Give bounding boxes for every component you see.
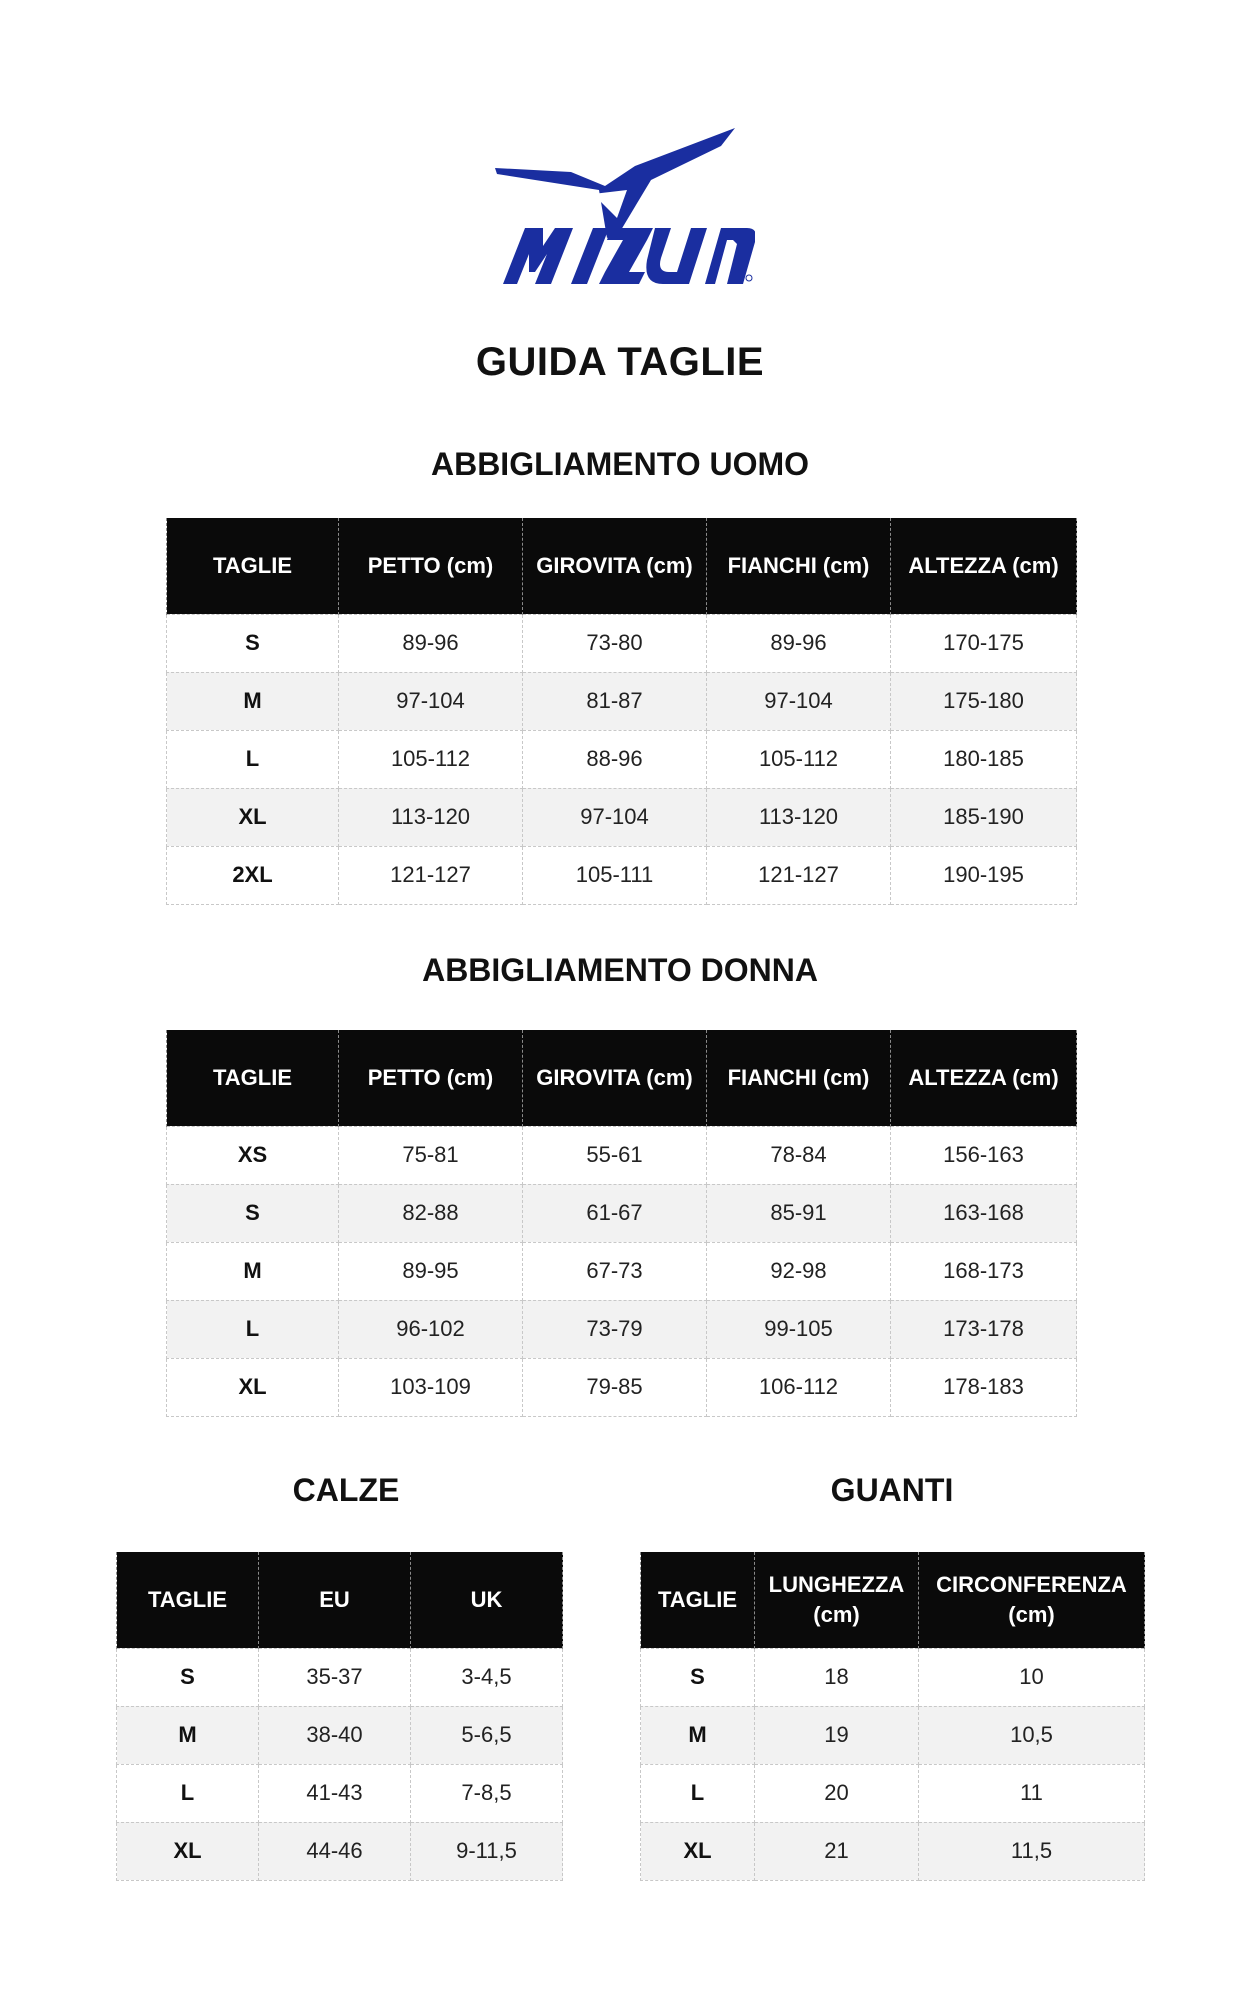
measure-cell: 89-95 — [339, 1242, 523, 1300]
measure-cell: 18 — [755, 1648, 919, 1706]
measure-cell: 168-173 — [891, 1242, 1077, 1300]
measure-cell: 7-8,5 — [411, 1764, 563, 1822]
table-row — [167, 730, 1077, 788]
size-cell: XL — [117, 1822, 259, 1880]
column-header: FIANCHI (cm) — [707, 1030, 891, 1126]
table-row — [167, 1184, 1077, 1242]
measure-cell: 113-120 — [707, 788, 891, 846]
measure-cell: 97-104 — [339, 672, 523, 730]
table-row — [167, 1358, 1077, 1416]
size-cell: XL — [641, 1822, 755, 1880]
column-header: CIRCONFERENZA (cm) — [919, 1552, 1145, 1648]
table-row — [117, 1706, 563, 1764]
table-header-row — [117, 1552, 563, 1648]
measure-cell: 156-163 — [891, 1126, 1077, 1184]
table-row — [167, 1126, 1077, 1184]
measure-cell: 35-37 — [259, 1648, 411, 1706]
measure-cell: 103-109 — [339, 1358, 523, 1416]
measure-cell: 180-185 — [891, 730, 1077, 788]
measure-cell: 106-112 — [707, 1358, 891, 1416]
table-row — [167, 1300, 1077, 1358]
measure-cell: 99-105 — [707, 1300, 891, 1358]
table-row — [167, 1242, 1077, 1300]
gloves-section-title: GUANTI — [830, 1472, 954, 1508]
measure-cell: 73-80 — [523, 614, 707, 672]
mizuno-logo — [495, 128, 755, 284]
measure-cell: 105-112 — [707, 730, 891, 788]
measure-cell: 97-104 — [523, 788, 707, 846]
women-size-table — [166, 1030, 1077, 1417]
column-header: TAGLIE — [167, 518, 339, 614]
measure-cell: 11 — [919, 1764, 1145, 1822]
column-header: PETTO (cm) — [339, 1030, 523, 1126]
measure-cell: 10 — [919, 1648, 1145, 1706]
size-cell: M — [167, 672, 339, 730]
measure-cell: 121-127 — [339, 846, 523, 904]
size-cell: S — [117, 1648, 259, 1706]
measure-cell: 85-91 — [707, 1184, 891, 1242]
size-cell: L — [167, 730, 339, 788]
size-cell: XL — [167, 788, 339, 846]
table-row — [167, 672, 1077, 730]
measure-cell: 61-67 — [523, 1184, 707, 1242]
page-title: GUIDA TAGLIE — [475, 340, 765, 384]
measure-cell: 3-4,5 — [411, 1648, 563, 1706]
table-row — [641, 1764, 1145, 1822]
measure-cell: 81-87 — [523, 672, 707, 730]
table-row — [167, 846, 1077, 904]
measure-cell: 97-104 — [707, 672, 891, 730]
column-header: TAGLIE — [167, 1030, 339, 1126]
measure-cell: 173-178 — [891, 1300, 1077, 1358]
column-header: ALTEZZA (cm) — [891, 1030, 1077, 1126]
size-cell: S — [641, 1648, 755, 1706]
column-header: TAGLIE — [117, 1552, 259, 1648]
column-header: UK — [411, 1552, 563, 1648]
measure-cell: 21 — [755, 1822, 919, 1880]
size-cell: L — [167, 1300, 339, 1358]
table-row — [167, 614, 1077, 672]
size-cell: M — [167, 1242, 339, 1300]
measure-cell: 175-180 — [891, 672, 1077, 730]
size-cell: 2XL — [167, 846, 339, 904]
measure-cell: 5-6,5 — [411, 1706, 563, 1764]
men-size-table — [166, 518, 1077, 905]
gloves-size-table — [640, 1552, 1145, 1881]
table-header-row — [167, 1030, 1077, 1126]
size-cell: XS — [167, 1126, 339, 1184]
mizuno-runbird-icon — [495, 128, 755, 284]
measure-cell: 89-96 — [707, 614, 891, 672]
table-row — [117, 1822, 563, 1880]
socks-section-title: CALZE — [292, 1472, 400, 1508]
table-header-row — [641, 1552, 1145, 1648]
measure-cell: 190-195 — [891, 846, 1077, 904]
measure-cell: 67-73 — [523, 1242, 707, 1300]
measure-cell: 11,5 — [919, 1822, 1145, 1880]
column-header: GIROVITA (cm) — [523, 1030, 707, 1126]
men-section-title: ABBIGLIAMENTO UOMO — [430, 446, 810, 482]
measure-cell: 19 — [755, 1706, 919, 1764]
measure-cell: 10,5 — [919, 1706, 1145, 1764]
measure-cell: 79-85 — [523, 1358, 707, 1416]
table-row — [167, 788, 1077, 846]
size-cell: XL — [167, 1358, 339, 1416]
socks-size-table — [116, 1552, 563, 1881]
column-header: GIROVITA (cm) — [523, 518, 707, 614]
measure-cell: 89-96 — [339, 614, 523, 672]
table-row — [641, 1648, 1145, 1706]
size-cell: M — [641, 1706, 755, 1764]
measure-cell: 185-190 — [891, 788, 1077, 846]
table-row — [641, 1822, 1145, 1880]
column-header: LUNGHEZZA (cm) — [755, 1552, 919, 1648]
table-row — [641, 1706, 1145, 1764]
measure-cell: 121-127 — [707, 846, 891, 904]
column-header: ALTEZZA (cm) — [891, 518, 1077, 614]
women-section-title: ABBIGLIAMENTO DONNA — [422, 952, 818, 988]
measure-cell: 105-111 — [523, 846, 707, 904]
measure-cell: 41-43 — [259, 1764, 411, 1822]
size-cell: L — [641, 1764, 755, 1822]
measure-cell: 82-88 — [339, 1184, 523, 1242]
column-header: EU — [259, 1552, 411, 1648]
column-header: TAGLIE — [641, 1552, 755, 1648]
measure-cell: 9-11,5 — [411, 1822, 563, 1880]
table-row — [117, 1764, 563, 1822]
measure-cell: 75-81 — [339, 1126, 523, 1184]
measure-cell: 38-40 — [259, 1706, 411, 1764]
measure-cell: 96-102 — [339, 1300, 523, 1358]
measure-cell: 105-112 — [339, 730, 523, 788]
measure-cell: 88-96 — [523, 730, 707, 788]
table-row — [117, 1648, 563, 1706]
measure-cell: 163-168 — [891, 1184, 1077, 1242]
measure-cell: 44-46 — [259, 1822, 411, 1880]
table-header-row — [167, 518, 1077, 614]
column-header: PETTO (cm) — [339, 518, 523, 614]
measure-cell: 73-79 — [523, 1300, 707, 1358]
size-cell: M — [117, 1706, 259, 1764]
measure-cell: 178-183 — [891, 1358, 1077, 1416]
column-header: FIANCHI (cm) — [707, 518, 891, 614]
measure-cell: 113-120 — [339, 788, 523, 846]
size-cell: S — [167, 614, 339, 672]
size-cell: S — [167, 1184, 339, 1242]
measure-cell: 170-175 — [891, 614, 1077, 672]
measure-cell: 20 — [755, 1764, 919, 1822]
size-cell: L — [117, 1764, 259, 1822]
measure-cell: 78-84 — [707, 1126, 891, 1184]
measure-cell: 92-98 — [707, 1242, 891, 1300]
measure-cell: 55-61 — [523, 1126, 707, 1184]
